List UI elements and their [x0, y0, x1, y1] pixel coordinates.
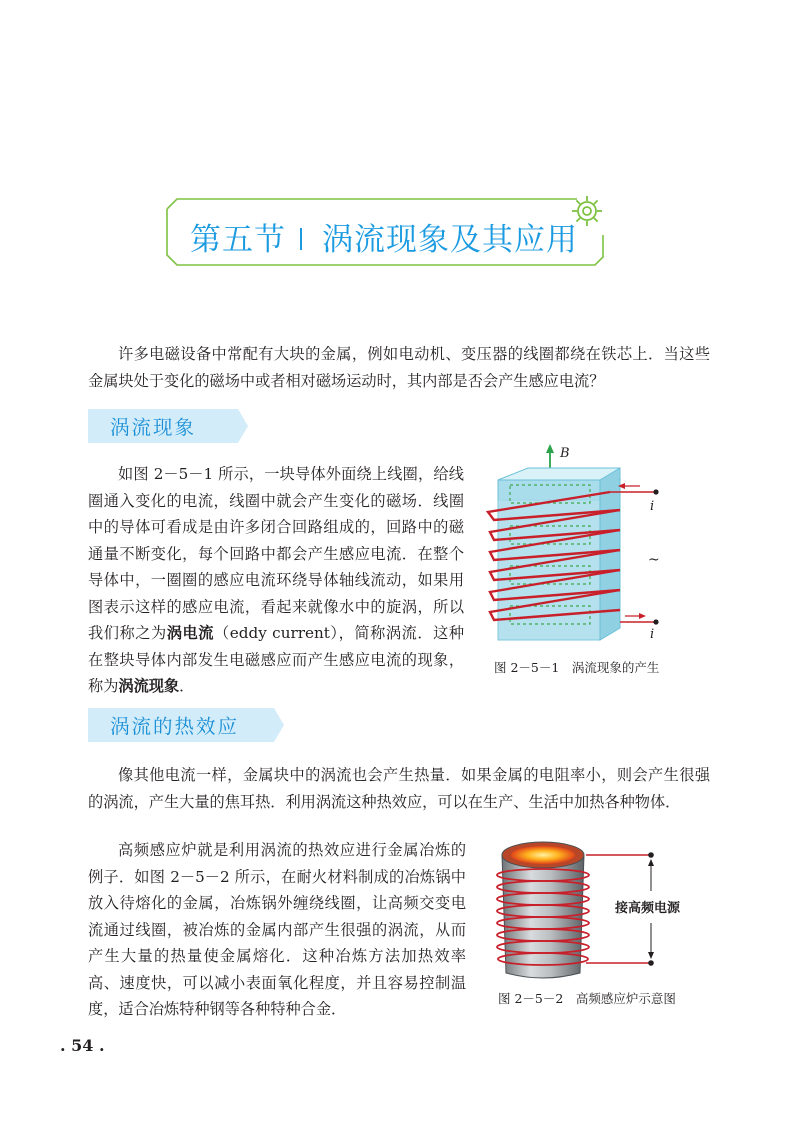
thermal-effect-paragraph — [88, 762, 710, 815]
paragraph-text: 像其他电流一样，金属块中的涡流也会产生热量．如果金属的电阻率小，则会产生很强的涡流，产生大量的焦耳热．利用涡流这种热效应，可以在生产、生活中加热各种物体． — [88, 766, 710, 811]
eddy-phenomenon-paragraph — [88, 461, 464, 700]
title-divider — [300, 228, 302, 250]
term-eddy-current: 涡电流 — [166, 624, 215, 642]
label-high-frequency-power: 接高频电源 — [615, 901, 681, 916]
section-number-title: 第五节 — [190, 222, 286, 258]
paragraph-text: 如图 2－5－1 所示，一块导体外面绕上线圈，给线圈通入变化的电流，线圈中就会产生变化的磁场．线圈中的导体可看成是由许多闭合回路组成的，回路中的磁通量不断变化，每个回路中都会产生感应电流．在整个导体中，一圈圈的感应电流环绕导体轴线流动，如果用图表示这样的感应电流，看起来就像水中的旋涡，所以我们称之为 — [88, 465, 464, 642]
section-heading-text: 涡流现象 — [110, 416, 197, 439]
section-topic-title: 涡流现象及其应用 — [322, 222, 578, 258]
section-heading-eddy-phenomenon — [88, 409, 248, 443]
figure-eddy-current-diagram — [480, 440, 680, 655]
section-heading-thermal-effect — [88, 708, 284, 742]
figure-induction-furnace — [488, 835, 708, 985]
label-i-bottom: i — [650, 627, 655, 642]
induction-furnace-paragraph — [88, 837, 466, 1023]
term-eddy-phenomenon: 涡流现象 — [118, 677, 180, 695]
label-B: B — [560, 446, 570, 461]
page-number: . 54 . — [60, 1036, 105, 1055]
figure-caption-2-5-1: 图 2－5－1 涡流现象的产生 — [494, 660, 660, 675]
intro-text: 许多电磁设备中常配有大块的金属，例如电动机、变压器的线圈都绕在铁芯上．当这些金属块处于变化的磁场中或者相对磁场运动时，其内部是否会产生感应电流？ — [88, 345, 710, 390]
paragraph-text: 高频感应炉就是利用涡流的热效应进行金属冶炼的例子．如图 2－5－2 所示，在耐火材料制成的冶炼锅中放入待熔化的金属，冶炼锅外缠绕线圈，让高频交变电流通过线圈，被冶炼的金属内部产生很强的涡流，从而产生大量的热量使金属熔化．这种冶炼方法加热效率高、速度快，可以减小表面氧化程度，并且容易控制温度，适合冶炼特种钢等各种特种合金． — [88, 841, 466, 1018]
figure-caption-2-5-2: 图 2－5－2 高频感应炉示意图 — [498, 991, 676, 1006]
section-heading-text: 涡流的热效应 — [110, 715, 240, 738]
label-i-top: i — [650, 499, 655, 514]
paragraph-text: （eddy current），简称涡流．这种在整块导体内部发生电磁感应而产生感应电流的现象，称为 — [88, 624, 465, 695]
paragraph-text: ． — [179, 677, 195, 695]
intro-paragraph — [88, 341, 710, 394]
label-ac-source: ~ — [648, 552, 660, 568]
